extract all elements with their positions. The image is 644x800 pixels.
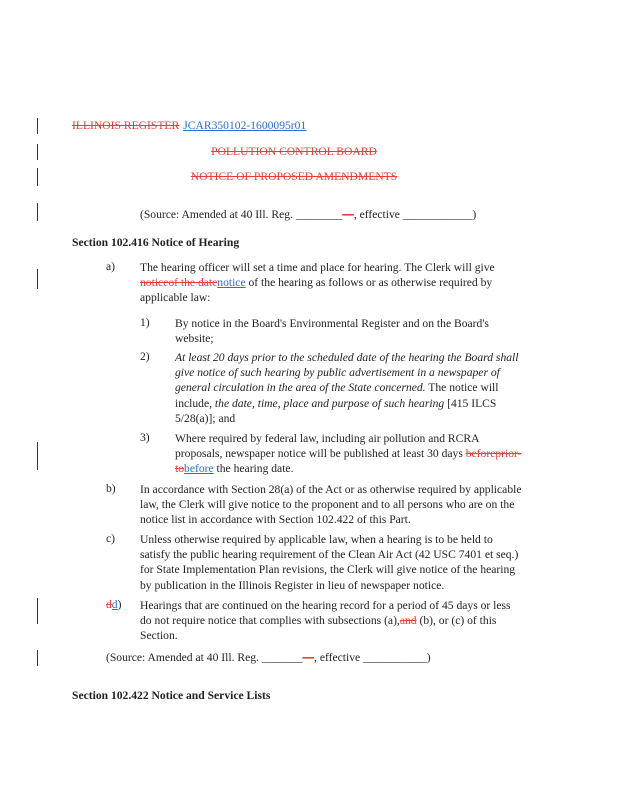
register-deleted: ILLINOIS REGISTER (72, 119, 180, 132)
item-2-text: At least 20 days prior to the scheduled date of the hearing the Board shall give notice of such hearing by public advertisement in a newspaper of general circulation in the area of the State concerned. The notice will include, the date, time, place and purpose of such hearing [415 ILCS 5/28(a)]; and (175, 351, 519, 425)
section-title: Section 102.422 Notice and Service Lists (72, 689, 271, 702)
register-inserted: JCAR350102-1600095r01 (183, 119, 307, 132)
item-label: a) (106, 260, 116, 273)
source-note: (Source: Amended at 40 Ill. Reg. _______—, effective ___________) (106, 651, 431, 664)
change-bar (37, 118, 38, 134)
item-label: 2) (140, 350, 150, 363)
change-bar (37, 650, 38, 666)
item-label: c) (106, 532, 116, 545)
notice-header: NOTICE OF PROPOSED AMENDMENTS (190, 170, 398, 183)
board-header: POLLUTION CONTROL BOARD (211, 145, 377, 158)
source-note: (Source: Amended at 40 Ill. Reg. ________—, effective ____________) (140, 208, 477, 221)
change-bar (37, 442, 38, 470)
item-3-text: Where required by federal law, including air pollution and RCRA proposals, newspaper notice will be published at least 30 days beforeprior- tobefore the hearing date. (175, 432, 522, 476)
item-a-text: The hearing officer will set a time and place for hearing. The Clerk will give noticeof the datenotice of the hearing as follows or as otherwise required by applicable law: (140, 261, 495, 305)
item-label: dd) (106, 598, 122, 611)
item-c-text: Unless otherwise required by applicable law, when a hearing is to be held to satisfy the public hearing requirement of the Clean Air Act (42 USC 7401 et seq.) for State Implementation Plan revisions, the Clerk will give notice of the hearing by publication in the Illinois Register in lieu of newspaper notice. (140, 533, 519, 592)
section-title: Section 102.416 Notice of Hearing (72, 236, 240, 249)
item-label: 3) (140, 431, 150, 444)
item-label: 1) (140, 316, 150, 329)
item-b-text: In accordance with Section 28(a) of the Act or as otherwise required by applicable law, the Clerk will give notice to the proponent and to all persons who are on the notice list in accordance with Section 102.422 of this Part. (140, 483, 522, 527)
change-bar (37, 269, 38, 289)
register-header (72, 118, 306, 133)
item-label: b) (106, 482, 116, 495)
item-1-text: By notice in the Board's Environmental Register and on the Board's website; (175, 317, 489, 346)
change-bar (37, 203, 38, 221)
change-bar (37, 598, 38, 624)
item-d-text: Hearings that are continued on the hearing record for a period of 45 days or less do not require notice that complies with subsections (a),and (b), or (c) of this Section. (140, 599, 511, 643)
